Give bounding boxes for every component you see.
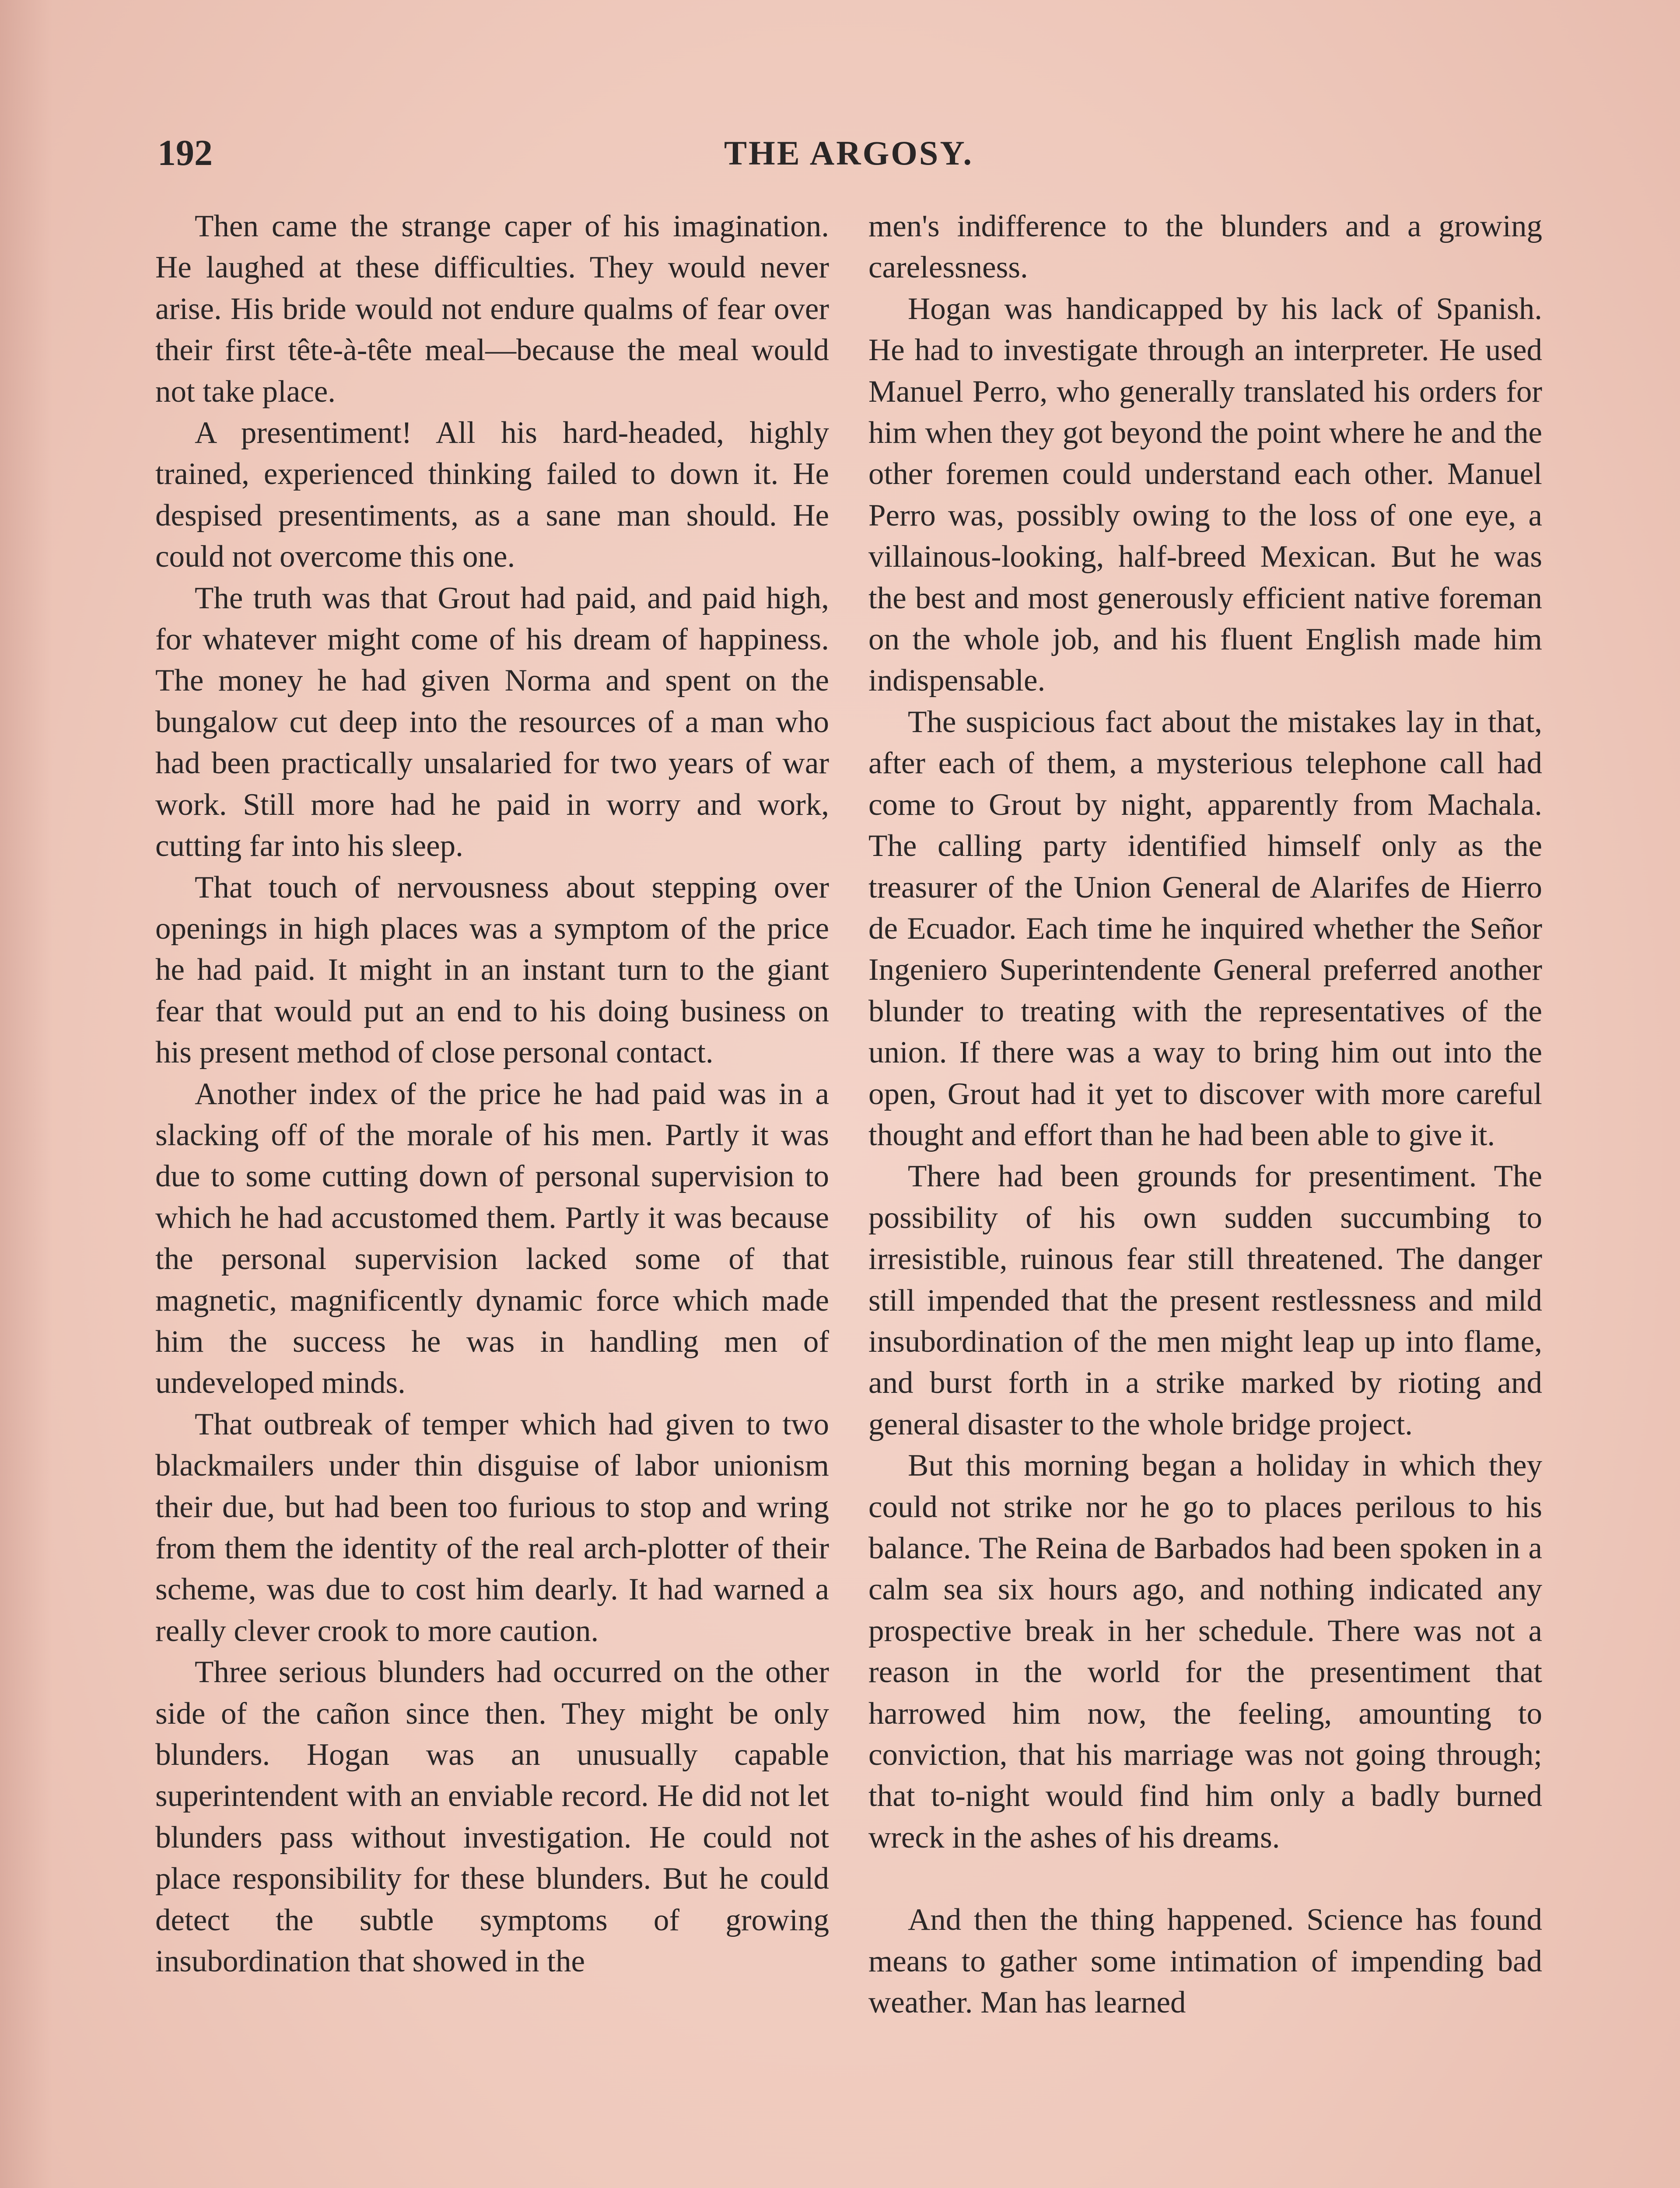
paragraph: That outbreak of temper which had given to two blackmailers under thin disguise of labor unionism their due, but had been too furious to stop and wring from them the identity of the real arch-plotter of their scheme, was due to cost him dearly. It had warned a really clever crook to more caution.: [155, 1407, 829, 1648]
paragraph: That touch of nervousness about stepping over openings in high places was a symptom of the price he had paid. It might in an instant turn to the giant fear that would put an end to his doing business on his present method of close personal contact.: [155, 870, 829, 1070]
paragraph: And then the thing happened. Science has found means to gather some intimation of impending bad weather. Man has learned: [868, 1903, 1542, 2020]
running-head: THE ARGOSY.: [724, 134, 973, 172]
paragraph: The truth was that Grout had paid, and paid high, for whatever might come of his dream of happiness. The money he had given Norma and spent on the bungalow cut deep into the resources of a man who had been practically unsalaried for two years of war work. Still more had he paid in worry and work, cutting far into his sleep.: [155, 581, 829, 863]
paragraph: A presentiment! All his hard-headed, highly trained, experienced thinking failed to down it. He despised presentiments, as a sane man should. He could not overcome this one.: [155, 416, 829, 574]
paragraph: men's indifference to the blunders and a growing carelessness.: [868, 209, 1542, 285]
paragraph: The suspicious fact about the mistakes lay in that, after each of them, a mysterious telephone call had come to Grout by night, apparently from Machala. The calling party identified himself only as the treasurer of the Union General de Alarifes de Hierro de Ecuador. Each time he inquired whether the Señor Ingeniero Superintendente General preferred another blunder to treating with the representatives of the union. If there was a way to bring him out into the open, Grout had it yet to discover with more careful thought and effort than he had been able to give it.: [868, 705, 1542, 1152]
page-number: 192: [158, 133, 213, 173]
paragraph: But this morning began a holiday in which they could not strike nor he go to places perilous to his balance. The Reina de Barbados had been spoken in a calm sea six hours ago, and nothing indicated any prospective break in her schedule. There was not a reason in the world for the presentiment that harrowed him now, the feeling, amounting to conviction, that his marriage was not going through; that to-night would find him only a badly burned wreck in the ashes of his dreams.: [868, 1448, 1542, 1855]
page-header: [158, 127, 1540, 179]
right-column: [868, 206, 1542, 2023]
paragraph: Then came the strange caper of his imagination. He laughed at these difficulties. They would never arise. His bride would not endure qualms of fear over their first tête-à-tête meal—because the meal would not take place.: [155, 209, 829, 409]
left-column: [155, 206, 829, 1982]
page-edge-shadow: [0, 0, 52, 2188]
paragraph: Hogan was handicapped by his lack of Spanish. He had to investigate through an interpreter. He used Manuel Perro, who generally translated his orders for him when they got beyond the point where he and the other foremen could understand each other. Manuel Perro was, possibly owing to the loss of one eye, a villainous-looking, half-breed Mexican. But he was the best and most generously efficient native foreman on the whole job, and his fluent English made him indispensable.: [868, 291, 1542, 698]
paragraph: Another index of the price he had paid was in a slacking off of the morale of his men. Partly it was due to some cutting down of personal supervision to which he had accustomed them. Partly it was because the personal supervision lacked some of that magnetic, magnificently dynamic force which made him the success he was in handling men of undeveloped minds.: [155, 1076, 829, 1400]
paragraph: Three serious blunders had occurred on the other side of the cañon since then. They might be only blunders. Hogan was an unusually capable superintendent with an enviable record. He did not let blunders pass without investigation. He could not place responsibility for these blunders. But he could detect the subtle symptoms of growing insubordination that showed in the: [155, 1655, 829, 1979]
paragraph: There had been grounds for presentiment. The possibility of his own sudden succumbing to irresistible, ruinous fear still threatened. The danger still impended that the present restlessness and mild insubordination of the men might leap up into flame, and burst forth in a strike marked by rioting and general disaster to the whole bridge project.: [868, 1159, 1542, 1441]
